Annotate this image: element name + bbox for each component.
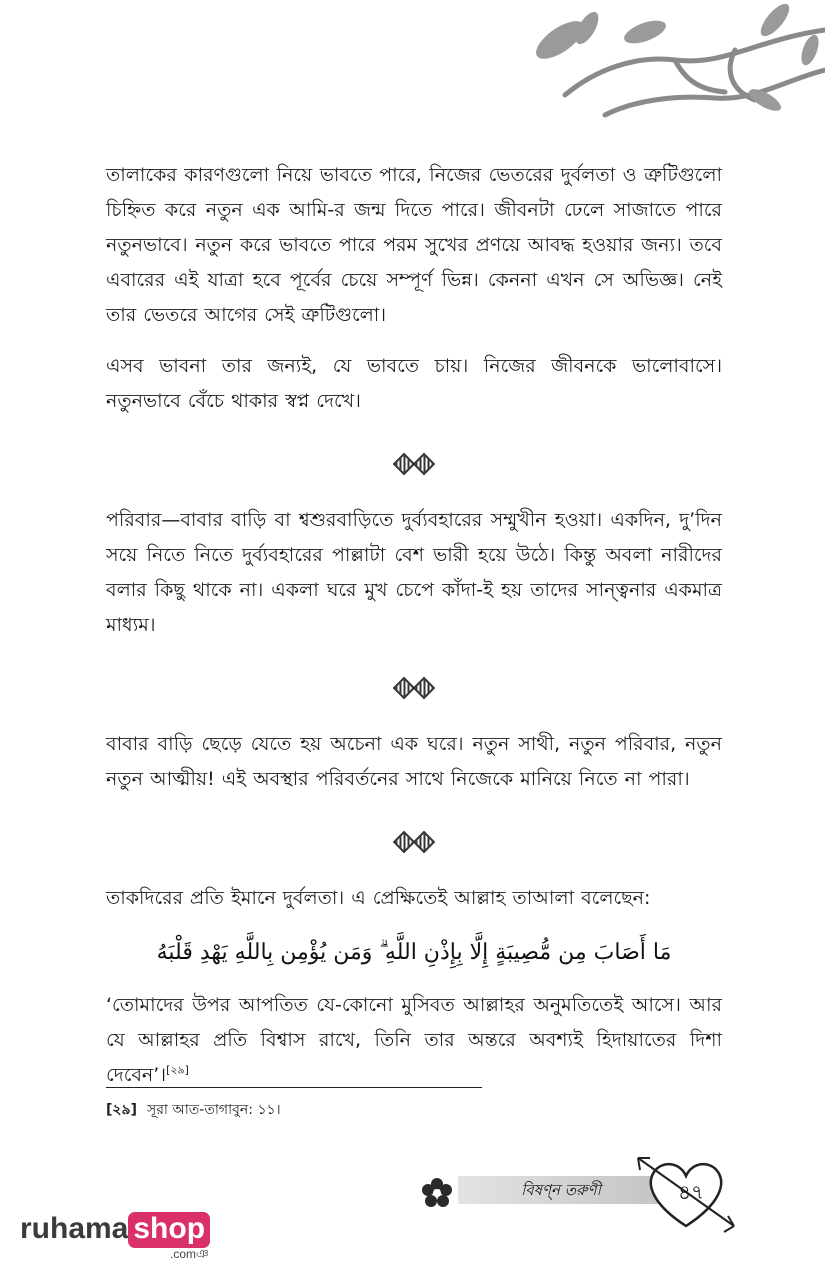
book-title: বিষণ্ন তরুণী (521, 1181, 601, 1199)
ruhamashop-logo (20, 1212, 210, 1261)
section-separator (106, 673, 722, 703)
logo-text-shop: shop (128, 1212, 210, 1248)
footnote-text: সূরা আত-তাগাবুন: ১১। (146, 1102, 281, 1118)
verse-translation: ‘তোমাদের উপর আপতিত যে-কোনো মুসিবত আল্লাহর অনুমতিতেই আসে। আর যে আল্লাহর প্রতি বিশ্বাস রাখে, তিনি তার অন্তরে অবশ্যই হিদায়াতের দিশা দেবেন’। (106, 994, 722, 1086)
paragraph-1: তালাকের কারণগুলো নিয়ে ভাবতে পারে, নিজের ভেতরের দুর্বলতা ও ত্রুটিগুলো চিহ্নিত করে নতুন এক আমি-র জন্ম দিতে পারে। জীবনটা ঢেলে সাজাতে পারে নতুনভাবে। নতুন করে ভাবতে পারে পরম সুখের প্রণয়ে আবদ্ধ হওয়ার জন্য। তবে এবারের এই যাত্রা হবে পূর্বের চেয়ে সম্পূর্ণ ভিন্ন। কেননা এখন সে অভিজ্ঞ। নেই তার ভেতরে আগের সেই ত্রুটিগুলো। (106, 164, 722, 326)
diamond-ornament-icon (413, 677, 436, 700)
paragraph-4: বাবার বাড়ি ছেড়ে যেতে হয় অচেনা এক ঘরে। নতুন সাথী, নতুন পরিবার, নতুন নতুন আত্মীয়! এই অবস্থার পরিবর্তনের সাথে নিজেকে মানিয়ে নিতে না পারা। (106, 733, 722, 790)
paragraph-6 (106, 988, 722, 1093)
flower-icon (420, 1176, 454, 1210)
paragraph-5: তাকদিরের প্রতি ইমানে দুর্বলতা। এ প্রেক্ষিতেই আল্লাহ তাআলা বলেছেন: (106, 887, 651, 909)
paragraph-3: পরিবার—বাবার বাড়ি বা শ্বশুরবাড়িতে দুর্ব্যবহারের সম্মুখীন হওয়া। একদিন, দু’দিন সয়ে নিতে নিতে দুর্ব্যবহারের পাল্লাটা বেশ ভারী হয়ে উঠে। কিন্তু অবলা নারীদের বলার কিছু থাকে না। একলা ঘরে মুখ চেপে কাঁদা-ই হয় তাদের সান্ত্বনার একমাত্র মাধ্যম। (106, 509, 722, 636)
logo-domain: .comঞ (170, 1247, 209, 1261)
floral-ornament-icon (525, 0, 825, 130)
logo-text-ruhama: ruhama (20, 1212, 129, 1245)
diamond-ornament-icon (413, 831, 436, 854)
arabic-verse: مَا أَصَابَ مِن مُّصِيبَةٍ إِلَّا بِإِذْنِ اللَّهِ ۗ وَمَن يُؤْمِن بِاللَّهِ يَهْدِ قَلْبَهُ (156, 940, 672, 965)
section-separator (106, 827, 722, 857)
paragraph-2: এসব ভাবনা তার জন্যই, যে ভাবতে চায়। নিজের জীবনকে ভালোবাসে। নতুনভাবে বেঁচে থাকার স্বপ্ন দেখে। (106, 355, 722, 412)
footnote-reference[interactable]: [২৯] (166, 1063, 189, 1077)
footnote-number: [২৯] (106, 1102, 137, 1118)
section-separator (106, 449, 722, 479)
footnote (106, 1098, 281, 1122)
page-number: ৪৭ (678, 1180, 704, 1204)
page-body (106, 158, 722, 1109)
footnote-divider (106, 1087, 482, 1088)
diamond-ornament-icon (413, 453, 436, 476)
